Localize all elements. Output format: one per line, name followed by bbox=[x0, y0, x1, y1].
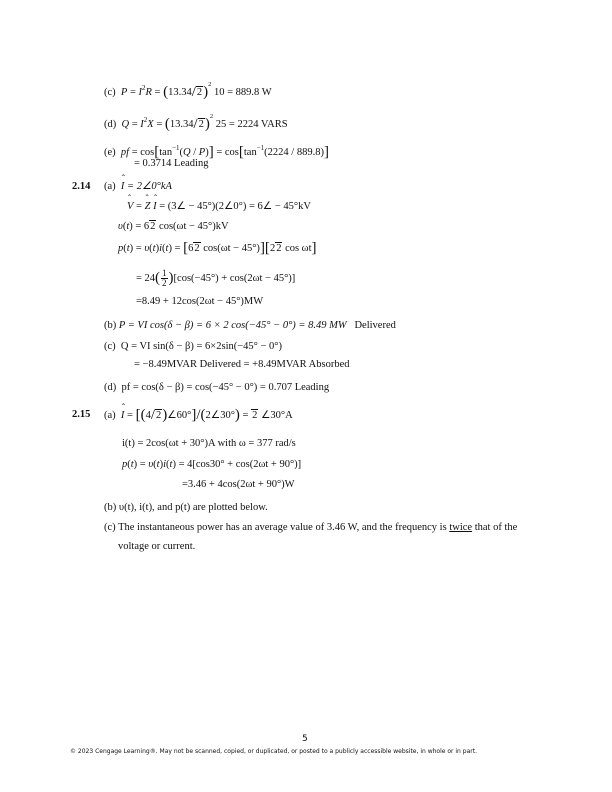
label: (a) bbox=[104, 181, 116, 192]
value: = (3∠ − 45°)(2∠0°) = 6∠ − 45°kV bbox=[159, 201, 311, 212]
eq-214a-pt-expand: = 24( $\frac{1}{2}$ )[cos(−45°) + cos(2ωt − 45°)] bbox=[136, 268, 296, 289]
note: Delivered bbox=[354, 320, 396, 331]
label: (b) bbox=[104, 502, 117, 513]
value: 13.34 bbox=[169, 119, 194, 130]
value: = 4[cos30° + cos(2ωt + 90°)] bbox=[178, 459, 302, 470]
eq-214a-current: (a) ˆ I = 2∠0°kA bbox=[104, 180, 172, 194]
term: [cos(−45°) + cos(2ωt − 45°)] bbox=[173, 273, 296, 284]
value: pf = cos(δ − β) = cos(−45° − 0°) = 0.707 Leading bbox=[121, 382, 330, 393]
label: (b) bbox=[104, 320, 117, 331]
label: (c) bbox=[104, 87, 116, 98]
value: 13.34 bbox=[168, 87, 192, 98]
result: 10 = 889.8 W bbox=[214, 87, 272, 98]
value: Q = VI sin(δ − β) = 6×2sin(−45° − 0°) bbox=[120, 341, 282, 352]
eq-215a-pt-final: =3.46 + 4cos(2ωt + 90°)W bbox=[182, 479, 295, 490]
eq-214b bbox=[104, 319, 396, 333]
eq-215a-pt: p(t) = υ(t)i(t) = 4[cos30° + cos(2ωt + 90°)] bbox=[122, 459, 302, 470]
eq-213d: (d) $Q = I^2X = (13.34/2)^2$ 25 = 2224 VARS bbox=[104, 113, 288, 132]
problem-number: 2.14 bbox=[72, 181, 91, 192]
eq-214a-voltage: ˆ V = ˆ Z ˆ I = (3∠ − 45°)(2∠0°) = 6∠ − 45°kV bbox=[127, 200, 311, 214]
label: (c) bbox=[104, 341, 116, 352]
text-215b bbox=[104, 501, 268, 515]
eq-214d bbox=[104, 381, 329, 395]
label: (d) bbox=[104, 119, 117, 130]
label: (e) bbox=[104, 147, 116, 158]
eq-215a-current: (a) ˆ I = [(4/2)∠60°]/(2∠30°) = 2 ∠30°A bbox=[104, 408, 293, 423]
value: = 2∠0°kA bbox=[127, 181, 172, 192]
eq-214c bbox=[104, 340, 282, 354]
page-number: 5 bbox=[302, 734, 308, 744]
text-215c bbox=[104, 521, 517, 535]
eq-214c-result: = −8.49MVAR Delivered = +8.49MVAR Absorbed bbox=[134, 359, 350, 370]
result: 25 = 2224 VARS bbox=[215, 119, 288, 130]
value: P = VI cos(δ − β) = 6 × 2 cos(−45° − 0°) = 8.49 MW bbox=[118, 320, 347, 331]
label: (c) bbox=[104, 522, 116, 533]
emphasis: twice bbox=[449, 522, 473, 533]
label: (a) bbox=[104, 410, 116, 421]
text: υ(t), i(t), and p(t) are plotted below. bbox=[118, 502, 268, 513]
value: cos(ωt − 45°)kV bbox=[159, 221, 229, 232]
eq-215a-it: i(t) = 2cos(ωt + 30°)A with ω = 377 rad/s bbox=[122, 438, 296, 449]
text: The instantaneous power has an average value of 3.46 W, and the frequency is bbox=[118, 522, 450, 533]
label: (d) bbox=[104, 382, 117, 393]
term: cos(ωt − 45°) bbox=[203, 243, 260, 254]
eq-213c: (c) $P = I^2R = (13.34/2)^2$ 10 = 889.8 W bbox=[104, 81, 272, 100]
text-215c-line2: voltage or current. bbox=[118, 541, 196, 552]
problem-number: 2.15 bbox=[72, 409, 91, 420]
ratio: (2224 / 889.8) bbox=[264, 147, 324, 158]
text: that of the bbox=[472, 522, 518, 533]
copyright-footer: © 2023 Cengage Learning®. May not be scanned, copied, or duplicated, or posted to a publicly accessible website, in whole or in part. bbox=[70, 748, 477, 755]
eq-214a-vt: υ(t) = 62 cos(ωt − 45°)kV bbox=[118, 221, 229, 232]
eq-213e-result: = 0.3714 Leading bbox=[134, 158, 209, 169]
eq-213e: (e) pf = $\cos[\tan^{-1}(Q / P)] = \cos[\tan^{-1}(2224 / 889.8)]$ bbox=[104, 144, 329, 160]
eq-214a-pt: p(t) = υ(t)i(t) = [62 cos(ωt − 45°)][22 cos ωt] bbox=[118, 240, 317, 256]
eq-214a-pt-final: =8.49 + 12cos(2ωt − 45°)MW bbox=[136, 296, 264, 307]
term: cos ωt bbox=[285, 243, 312, 254]
